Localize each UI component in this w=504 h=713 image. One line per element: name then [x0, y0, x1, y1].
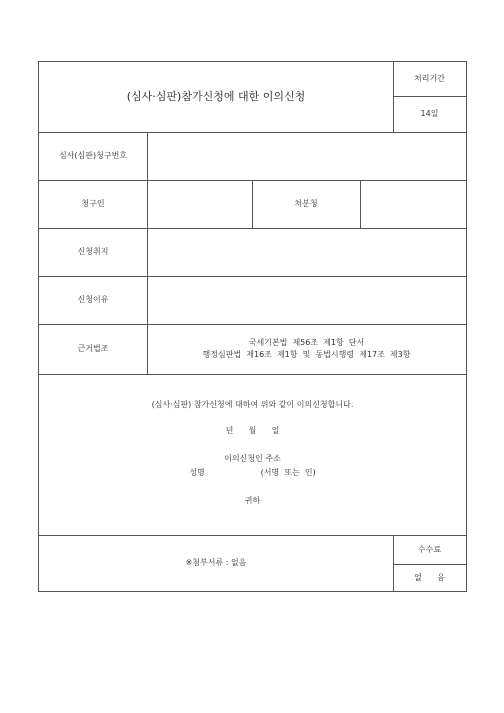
legal-basis-line-1: 국세기본법 제56조 제1항 단서: [248, 338, 365, 347]
application-reason-label: 신청이유: [77, 295, 109, 304]
application-purpose-field[interactable]: [147, 228, 466, 276]
declaration-text: (심사·심판) 참가신청에 대하여 위와 같이 이의신청합니다.: [151, 400, 354, 409]
applicant-address: 이의신청인 주소: [224, 454, 281, 463]
application-reason-field[interactable]: [147, 276, 466, 324]
claimant-label: 청구인: [81, 199, 105, 208]
fee-label: 수수료: [417, 544, 442, 554]
signature-line: 성명 (서명 또는 인): [189, 468, 316, 477]
claimant-field[interactable]: [147, 180, 252, 228]
addressee: 귀하: [244, 496, 261, 505]
legal-basis-value: [147, 324, 466, 374]
legal-basis-line-2: 행정심판법 제16조 제1항 및 동법시행령 제17조 제3항: [202, 350, 411, 359]
attachments-note: ※첨부서류 : 없음: [185, 558, 247, 567]
claim-number-field[interactable]: [147, 132, 466, 180]
application-purpose-label: 신청취지: [77, 247, 109, 256]
legal-basis-label: 근거법조: [77, 344, 109, 353]
date-line: 년 월 일: [225, 426, 280, 435]
claim-number-label: 심사(심판)청구번호: [58, 151, 128, 160]
processing-period-label: 처리기간: [414, 74, 445, 83]
form-title: (심사·심판)참가신청에 대한 이의신청: [126, 89, 306, 103]
fee-value: 없 음: [414, 572, 445, 582]
disposing-agency-field[interactable]: [360, 180, 466, 228]
disposing-agency-label: 처분청: [294, 199, 318, 208]
processing-period-value: 14일: [420, 109, 439, 118]
objection-form: [38, 61, 467, 592]
